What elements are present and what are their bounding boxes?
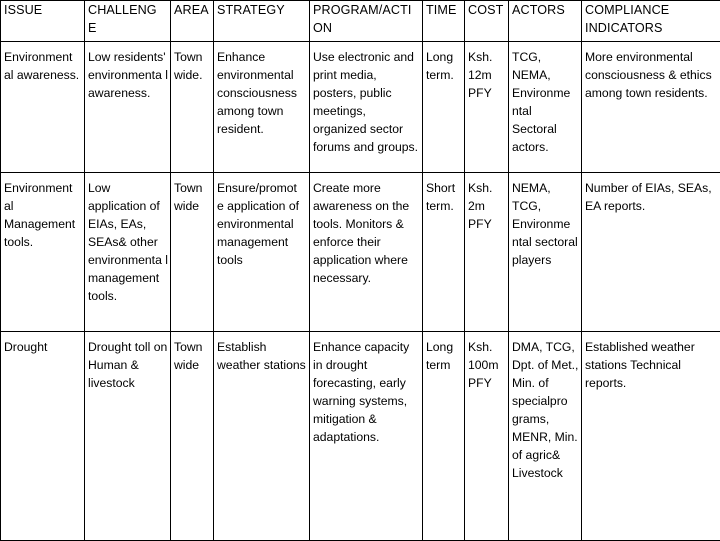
cell-actors: NEMA, TCG, Environme ntal sectoral players — [509, 173, 582, 332]
header-cost: COST — [465, 1, 509, 42]
header-area: AREA — [171, 1, 214, 42]
cell-actors: TCG, NEMA, Environme ntal Sectoral actors. — [509, 42, 582, 173]
header-time: TIME — [423, 1, 465, 42]
cell-indicators: Number of EIAs, SEAs, EA reports. — [582, 173, 720, 332]
cell-issue: Drought — [1, 332, 85, 541]
cell-program: Enhance capacity in drought forecasting, early warning systems, mitigation & adaptations. — [310, 332, 423, 541]
table-row — [1, 173, 720, 332]
cell-strategy: Establish weather stations — [214, 332, 310, 541]
cell-time: Long term — [423, 332, 465, 541]
cell-indicators: Established weather stations Technical reports. — [582, 332, 720, 541]
cell-indicators: More environmental consciousness & ethics among town residents. — [582, 42, 720, 173]
header-indicators: COMPLIANCE INDICATORS — [582, 1, 720, 42]
cell-time: Long term. — [423, 42, 465, 173]
cell-cost: Ksh. 2m PFY — [465, 173, 509, 332]
cell-actors: DMA, TCG, Dpt. of Met., Min. of specialpro grams, MENR, Min. of agric& Livestock — [509, 332, 582, 541]
table-row — [1, 42, 720, 173]
cell-issue: Environment al awareness. — [1, 42, 85, 173]
header-row — [1, 1, 720, 42]
cell-area: Town wide. — [171, 42, 214, 173]
header-strategy: STRATEGY — [214, 1, 310, 42]
cell-strategy: Ensure/promot e application of environmental management tools — [214, 173, 310, 332]
table-row — [1, 332, 720, 541]
header-challenge: CHALLENG E — [85, 1, 171, 42]
cell-issue: Environment al Management tools. — [1, 173, 85, 332]
cell-area: Town wide — [171, 173, 214, 332]
cell-time: Short term. — [423, 173, 465, 332]
header-actors: ACTORS — [509, 1, 582, 42]
cell-challenge: Low application of EIAs, EAs, SEAs& other environmenta l management tools. — [85, 173, 171, 332]
header-program: PROGRAM/ACTI ON — [310, 1, 423, 42]
cell-challenge: Low residents' environmenta l awareness. — [85, 42, 171, 173]
cell-cost: Ksh. 100m PFY — [465, 332, 509, 541]
cell-area: Town wide — [171, 332, 214, 541]
cell-cost: Ksh. 12m PFY — [465, 42, 509, 173]
header-issue: ISSUE — [1, 1, 85, 42]
cell-challenge: Drought toll on Human & livestock — [85, 332, 171, 541]
cell-program: Create more awareness on the tools. Monitors & enforce their application where necessary. — [310, 173, 423, 332]
cell-strategy: Enhance environmental consciousness among town resident. — [214, 42, 310, 173]
cell-program: Use electronic and print media, posters, public meetings, organized sector forums and groups. — [310, 42, 423, 173]
